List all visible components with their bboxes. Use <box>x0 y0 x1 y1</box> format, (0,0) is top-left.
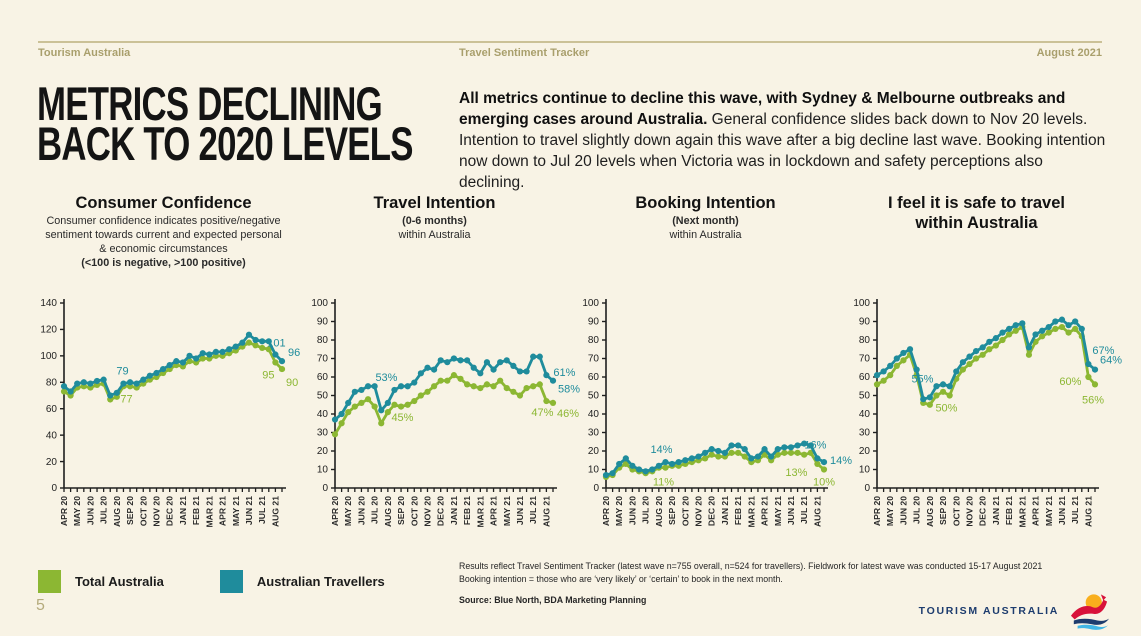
svg-text:30: 30 <box>587 427 599 439</box>
svg-text:0: 0 <box>864 483 870 495</box>
legend <box>38 570 385 593</box>
chart-canvas <box>28 291 301 549</box>
svg-text:JUN 21: JUN 21 <box>1056 496 1067 526</box>
svg-text:AUG 21: AUG 21 <box>812 496 823 528</box>
svg-text:80: 80 <box>316 335 328 347</box>
svg-text:APR 21: APR 21 <box>488 496 499 527</box>
svg-text:DEC 20: DEC 20 <box>706 496 717 527</box>
chart-subtitle: within Australia <box>398 228 471 241</box>
svg-text:APR 20: APR 20 <box>59 496 69 527</box>
svg-text:60: 60 <box>858 372 870 384</box>
data-label: 55% <box>911 373 934 386</box>
kangaroo-logo-icon <box>1067 592 1111 630</box>
chart-subtitle: Consumer confidence indicates positive/negative <box>46 214 281 227</box>
svg-text:OCT 20: OCT 20 <box>951 496 962 527</box>
legend-item-australian-travellers <box>220 570 385 593</box>
svg-text:140: 140 <box>40 298 57 310</box>
svg-text:JUN 20: JUN 20 <box>898 496 909 526</box>
svg-text:APR 20: APR 20 <box>872 496 882 527</box>
chart-subtitle: (0-6 months) <box>402 214 467 227</box>
svg-text:40: 40 <box>45 430 57 442</box>
svg-text:DEC 20: DEC 20 <box>977 496 988 527</box>
data-label: 53% <box>375 371 398 384</box>
page-number: 5 <box>36 597 45 614</box>
svg-text:JUL 20: JUL 20 <box>640 496 651 525</box>
chart-canvas <box>299 291 581 549</box>
svg-text:APR 20: APR 20 <box>330 496 340 527</box>
svg-text:MAY 21: MAY 21 <box>501 496 512 527</box>
data-label: 101 <box>267 337 286 350</box>
data-label: 10% <box>812 476 836 489</box>
svg-text:AUG 21: AUG 21 <box>541 496 552 528</box>
data-label: 14% <box>830 455 853 468</box>
svg-text:JAN 21: JAN 21 <box>990 496 1001 526</box>
series-total-australia <box>61 337 286 406</box>
svg-text:10: 10 <box>587 464 599 476</box>
svg-text:100: 100 <box>40 351 57 363</box>
chart-plot-consumer-confidence <box>28 291 299 549</box>
svg-text:70: 70 <box>858 353 870 365</box>
svg-text:MAR 21: MAR 21 <box>1017 496 1028 528</box>
svg-text:JUL 20: JUL 20 <box>911 496 922 525</box>
svg-text:JAN 21: JAN 21 <box>448 496 459 526</box>
chart-plot-travel-intention <box>299 291 581 549</box>
svg-text:JUN 20: JUN 20 <box>356 496 367 526</box>
svg-text:80: 80 <box>587 335 599 347</box>
chart-title: I feel it is safe to travel <box>888 194 1065 212</box>
data-label: 16% <box>804 439 827 452</box>
data-label: 47% <box>531 407 554 420</box>
svg-text:80: 80 <box>858 335 870 347</box>
series-total-australia <box>332 372 556 437</box>
svg-text:JUL 20: JUL 20 <box>98 496 109 525</box>
svg-text:AUG 20: AUG 20 <box>382 496 393 528</box>
svg-text:OCT 20: OCT 20 <box>680 496 691 527</box>
svg-text:70: 70 <box>587 353 599 365</box>
header-brand: Tourism Australia <box>38 47 131 59</box>
svg-text:90: 90 <box>587 316 599 328</box>
chart-subtitle: (<100 is negative, >100 positive) <box>81 256 246 269</box>
svg-text:JUN 20: JUN 20 <box>85 496 96 526</box>
header-report-name: Travel Sentiment Tracker <box>459 47 590 59</box>
svg-text:JAN 21: JAN 21 <box>719 496 730 526</box>
svg-text:60: 60 <box>45 403 57 415</box>
svg-text:APR 20: APR 20 <box>601 496 611 527</box>
svg-text:DEC 20: DEC 20 <box>435 496 446 527</box>
data-label: 13% <box>785 466 808 479</box>
chart-safe-to-travel <box>841 194 1123 549</box>
data-label: 90 <box>286 377 299 390</box>
legend-label-total-australia: Total Australia <box>75 574 164 589</box>
svg-text:50: 50 <box>316 390 328 402</box>
svg-text:60: 60 <box>316 372 328 384</box>
chart-title: Booking Intention <box>635 194 776 212</box>
chart-title: Consumer Confidence <box>75 194 252 212</box>
chart-booking-intention <box>570 194 853 549</box>
chart-subtitle: within Australia <box>669 228 742 241</box>
svg-text:SEP 20: SEP 20 <box>938 496 949 525</box>
chart-travel-intention <box>299 194 581 549</box>
chart-subtitle: & economic circumstances <box>99 242 228 255</box>
data-label: 95 <box>262 369 275 382</box>
data-label: 46% <box>557 407 580 420</box>
data-label: 14% <box>650 444 673 457</box>
charts-row <box>28 194 1123 549</box>
svg-text:100: 100 <box>582 298 599 310</box>
svg-text:0: 0 <box>51 483 57 495</box>
legend-swatch-australian-travellers <box>220 570 243 593</box>
svg-text:20: 20 <box>45 456 57 468</box>
svg-text:MAY 21: MAY 21 <box>1043 496 1054 527</box>
header-rule <box>38 41 1102 43</box>
svg-text:JUL 21: JUL 21 <box>1070 496 1081 525</box>
chart-canvas <box>570 291 853 549</box>
svg-text:10: 10 <box>316 464 328 476</box>
chart-subtitle: (Next month) <box>672 214 739 227</box>
svg-text:MAY 20: MAY 20 <box>72 496 83 527</box>
svg-text:120: 120 <box>40 324 57 336</box>
page-title-line2: BACK TO 2020 LEVELS <box>37 117 413 170</box>
chart-head-consumer-confidence <box>28 194 299 291</box>
legend-label-australian-travellers: Australian Travellers <box>256 574 385 589</box>
svg-text:30: 30 <box>858 427 870 439</box>
data-label: 77 <box>120 393 133 406</box>
chart-subtitle: sentiment towards current and expected personal <box>45 228 282 241</box>
svg-text:MAR 21: MAR 21 <box>746 496 757 528</box>
svg-text:0: 0 <box>322 483 328 495</box>
data-label: 67% <box>1092 345 1115 358</box>
footnote-line1: Results reflect Travel Sentiment Tracker (latest wave n=755 overall, n=524 for travellers). Fieldwork for latest wave was conducted 15-17 August 2021 <box>459 561 1043 571</box>
svg-text:SEP 20: SEP 20 <box>396 496 407 525</box>
svg-text:100: 100 <box>853 298 870 310</box>
svg-text:JAN 21: JAN 21 <box>177 496 188 526</box>
svg-text:NOV 20: NOV 20 <box>693 496 704 527</box>
tourism-australia-logo-text: TOURISM AUSTRALIA <box>918 605 1059 617</box>
svg-text:MAR 21: MAR 21 <box>204 496 215 528</box>
svg-text:FEB 21: FEB 21 <box>733 496 744 526</box>
svg-text:APR 21: APR 21 <box>1030 496 1041 527</box>
data-label: 45% <box>391 411 414 424</box>
svg-text:JUL 21: JUL 21 <box>257 496 268 525</box>
svg-text:OCT 20: OCT 20 <box>138 496 149 527</box>
svg-text:80: 80 <box>45 377 57 389</box>
svg-text:MAR 21: MAR 21 <box>475 496 486 528</box>
footnote-source: Source: Blue North, BDA Marketing Planning <box>459 595 647 606</box>
data-label: 61% <box>553 367 576 380</box>
chart-head-safe-to-travel <box>841 194 1112 291</box>
svg-text:JUN 21: JUN 21 <box>243 496 254 526</box>
svg-text:MAY 20: MAY 20 <box>343 496 354 527</box>
svg-text:MAY 20: MAY 20 <box>885 496 896 527</box>
footnote-line2: Booking intention = those who are ‘very likely’ or ‘certain’ to book in the next month. <box>459 574 783 585</box>
page-title <box>37 77 481 170</box>
svg-text:MAY 20: MAY 20 <box>614 496 625 527</box>
header-date: August 2021 <box>1036 47 1102 59</box>
svg-text:NOV 20: NOV 20 <box>151 496 162 527</box>
chart-plot-safe-to-travel <box>841 291 1123 549</box>
svg-text:30: 30 <box>316 427 328 439</box>
svg-text:10: 10 <box>858 464 870 476</box>
data-label: 58% <box>558 383 581 396</box>
data-label: 96 <box>288 347 301 360</box>
svg-text:AUG 20: AUG 20 <box>653 496 664 528</box>
legend-item-total-australia <box>38 570 164 593</box>
svg-text:0: 0 <box>593 483 599 495</box>
legend-swatch-total-australia <box>38 570 61 593</box>
data-label: 60% <box>1059 376 1082 388</box>
svg-text:AUG 20: AUG 20 <box>111 496 122 528</box>
data-label: 64% <box>1100 354 1123 367</box>
svg-text:20: 20 <box>587 446 599 458</box>
svg-text:JUL 20: JUL 20 <box>369 496 380 525</box>
svg-text:DEC 20: DEC 20 <box>164 496 175 527</box>
svg-text:20: 20 <box>858 446 870 458</box>
svg-text:AUG 20: AUG 20 <box>924 496 935 528</box>
svg-text:50: 50 <box>587 390 599 402</box>
chart-consumer-confidence <box>28 194 299 549</box>
page-title-line1: METRICS DECLINING <box>37 77 382 130</box>
summary-bold: All metrics continue to decline this wave, with Sydney & Melbourne outbreaks and emerging cases around Australia. <box>459 90 1066 129</box>
svg-text:90: 90 <box>858 316 870 328</box>
series-australian-travellers <box>332 354 556 423</box>
summary-paragraph <box>459 88 1109 193</box>
svg-text:NOV 20: NOV 20 <box>422 496 433 527</box>
tourism-australia-logo <box>919 592 1111 630</box>
data-label: 56% <box>1081 394 1105 407</box>
svg-text:MAY 21: MAY 21 <box>230 496 241 527</box>
svg-text:JUN 21: JUN 21 <box>785 496 796 526</box>
svg-text:JUN 21: JUN 21 <box>514 496 525 526</box>
data-label: 50% <box>935 402 958 415</box>
svg-text:20: 20 <box>316 446 328 458</box>
svg-text:100: 100 <box>311 298 328 310</box>
svg-text:60: 60 <box>587 372 599 384</box>
svg-text:NOV 20: NOV 20 <box>964 496 975 527</box>
svg-text:JUL 21: JUL 21 <box>799 496 810 525</box>
chart-head-travel-intention <box>299 194 570 291</box>
chart-title: Travel Intention <box>373 194 496 212</box>
svg-text:SEP 20: SEP 20 <box>125 496 136 525</box>
data-label: 11% <box>652 476 675 489</box>
svg-text:AUG 21: AUG 21 <box>1083 496 1094 528</box>
summary-rest: General confidence slides back down to Nov 20 levels. Intention to travel slightly down again this wave after a big decline last wave. Booking intention now down to Jul 20 levels when Victoria was in lockdown and safety perceptions also declining. <box>459 111 1106 192</box>
svg-text:FEB 21: FEB 21 <box>191 496 202 526</box>
svg-text:MAY 21: MAY 21 <box>772 496 783 527</box>
svg-text:90: 90 <box>316 316 328 328</box>
svg-text:40: 40 <box>587 409 599 421</box>
data-label: 79 <box>116 365 129 378</box>
svg-text:APR 21: APR 21 <box>217 496 228 527</box>
svg-text:SEP 20: SEP 20 <box>667 496 678 525</box>
svg-text:50: 50 <box>858 390 870 402</box>
svg-text:APR 21: APR 21 <box>759 496 770 527</box>
svg-text:AUG 21: AUG 21 <box>270 496 281 528</box>
chart-canvas <box>841 291 1123 549</box>
svg-text:JUN 20: JUN 20 <box>627 496 638 526</box>
chart-plot-booking-intention <box>570 291 853 549</box>
svg-text:OCT 20: OCT 20 <box>409 496 420 527</box>
svg-text:FEB 21: FEB 21 <box>1004 496 1015 526</box>
svg-text:70: 70 <box>316 353 328 365</box>
series-total-australia <box>874 324 1098 408</box>
svg-text:40: 40 <box>858 409 870 421</box>
svg-text:JUL 21: JUL 21 <box>528 496 539 525</box>
chart-head-booking-intention <box>570 194 841 291</box>
svg-text:40: 40 <box>316 409 328 421</box>
chart-title: within Australia <box>915 213 1038 232</box>
svg-text:FEB 21: FEB 21 <box>462 496 473 526</box>
